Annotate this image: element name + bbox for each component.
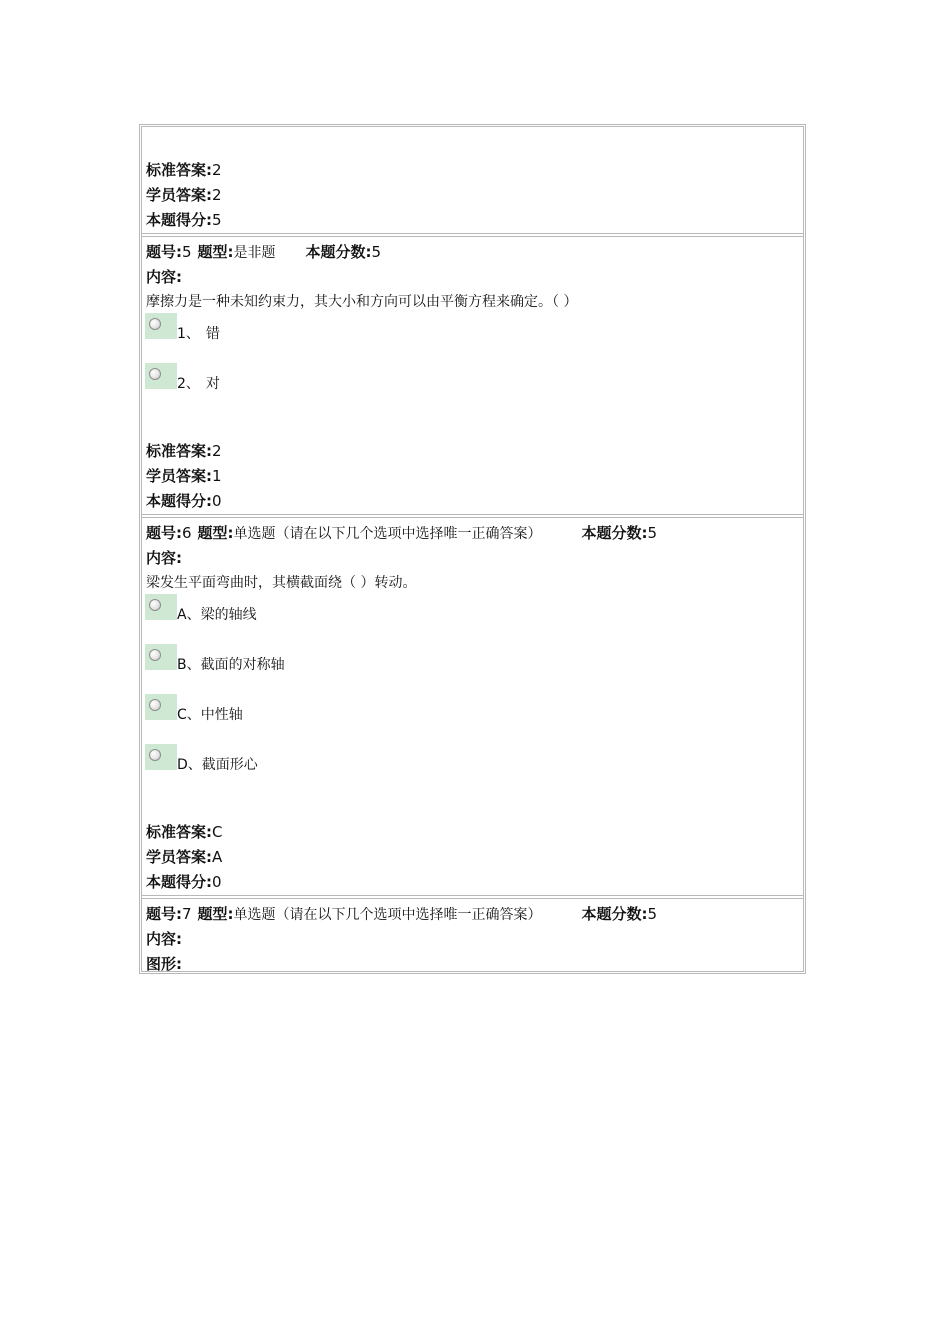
- option-radio[interactable]: [149, 749, 161, 761]
- question-header: 题号:7 题型:单选题（请在以下几个选项中选择唯一正确答案） 本题分数:5: [146, 905, 658, 923]
- option-label: 1、 错: [177, 326, 220, 342]
- question-score-row: 本题得分:5: [146, 211, 222, 229]
- content-label: 内容:: [146, 549, 182, 567]
- option-radio-cell: [145, 744, 177, 770]
- question-score-row: 本题得分:0: [146, 873, 222, 891]
- option-radio-cell: [145, 594, 177, 620]
- question-divider: [142, 895, 803, 899]
- question-text: 梁发生平面弯曲时，其横截面绕（ ）转动。: [146, 575, 417, 591]
- question-header: 题号:6 题型:单选题（请在以下几个选项中选择唯一正确答案） 本题分数:5: [146, 524, 658, 542]
- option-radio-cell: [145, 363, 177, 389]
- option-radio[interactable]: [149, 649, 161, 661]
- option-label: 2、 对: [177, 376, 220, 392]
- question-header: 题号:5 题型:是非题 本题分数:5: [146, 243, 382, 261]
- option-label: D、截面形心: [177, 757, 258, 773]
- standard-answer-row: 标准答案:2: [146, 442, 222, 460]
- option-label: A、梁的轴线: [177, 607, 257, 623]
- question-score-row: 本题得分:0: [146, 492, 222, 510]
- student-answer-row: 学员答案:A: [146, 848, 223, 866]
- option-label: C、中性轴: [177, 707, 243, 723]
- option-radio[interactable]: [149, 699, 161, 711]
- figure-label: 图形:: [146, 955, 182, 973]
- standard-answer-row: 标准答案:2: [146, 161, 222, 179]
- option-radio[interactable]: [149, 318, 161, 330]
- option-radio-cell: [145, 694, 177, 720]
- option-radio-cell: [145, 644, 177, 670]
- option-radio-cell: [145, 313, 177, 339]
- option-radio[interactable]: [149, 599, 161, 611]
- standard-answer-row: 标准答案:C: [146, 823, 223, 841]
- student-answer-row: 学员答案:2: [146, 186, 222, 204]
- question-text: 摩擦力是一种未知约束力，其大小和方向可以由平衡方程来确定。（ ）: [146, 294, 578, 310]
- student-answer-row: 学员答案:1: [146, 467, 222, 485]
- content-label: 内容:: [146, 930, 182, 948]
- exam-review-panel: [139, 124, 806, 974]
- content-label: 内容:: [146, 268, 182, 286]
- option-label: B、截面的对称轴: [177, 657, 285, 673]
- question-divider: [142, 233, 803, 237]
- question-divider: [142, 514, 803, 518]
- option-radio[interactable]: [149, 368, 161, 380]
